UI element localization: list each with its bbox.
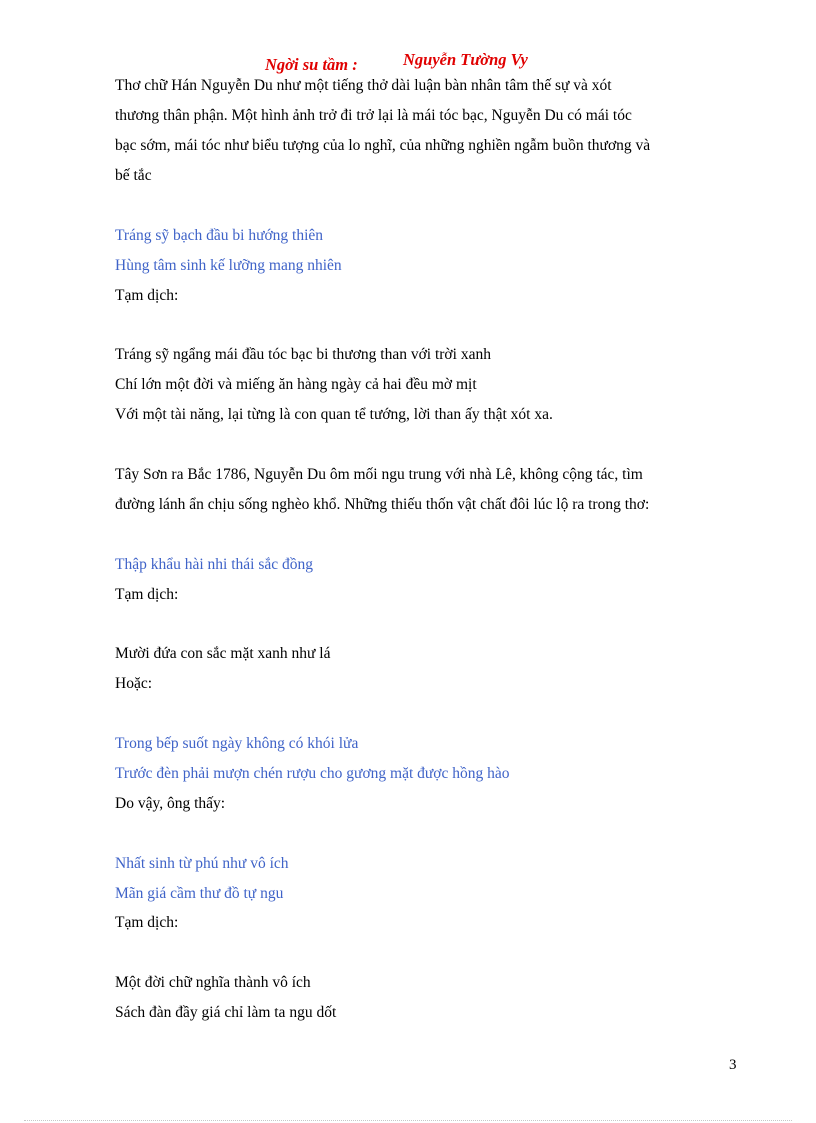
translation-label: Tạm dịch:: [115, 914, 179, 931]
poem-line: Hùng tâm sinh kế lưỡng mang nhiên: [115, 257, 342, 274]
body-text-line: Với một tài năng, lại từng là con quan tể tướng, lời than ấy thật xót xa.: [115, 406, 553, 423]
body-text-line: Do vậy, ông thấy:: [115, 795, 226, 812]
translation-line: Một đời chữ nghĩa thành vô ích: [115, 974, 311, 991]
poem-line: Mãn giá cầm thư đồ tự ngu: [115, 885, 284, 902]
page-bottom-divider: [24, 1120, 792, 1121]
body-text-line: Tây Sơn ra Bắc 1786, Nguyễn Du ôm mối ngu trung với nhà Lê, không cộng tác, tìm: [115, 466, 643, 483]
header-author-name: Nguyễn Tường Vy: [403, 50, 528, 69]
translation-line: Chí lớn một đời và miếng ăn hàng ngày cả hai đều mờ mịt: [115, 376, 477, 393]
body-text-line: bế tắc: [115, 167, 152, 184]
page-number: 3: [729, 1057, 737, 1073]
body-text-line: thương thân phận. Một hình ảnh trở đi trở lại là mái tóc bạc, Nguyễn Du có mái tóc: [115, 107, 632, 124]
translation-label: Tạm dịch:: [115, 287, 179, 304]
poem-line: Trước đèn phải mượn chén rượu cho gương mặt được hồng hào: [115, 765, 510, 782]
page-header: [265, 50, 665, 74]
body-text-line: đường lánh ẩn chịu sống nghèo khổ. Những thiếu thốn vật chất đôi lúc lộ ra trong thơ:: [115, 496, 650, 513]
poem-line: Thập khẩu hài nhi thái sắc đồng: [115, 556, 314, 573]
header-collector-label: Ngời su tầm :: [265, 55, 358, 74]
body-text-line: Thơ chữ Hán Nguyễn Du như một tiếng thở dài luận bàn nhân tâm thế sự và xót: [115, 77, 612, 94]
poem-line: Trong bếp suốt ngày không có khói lửa: [115, 735, 359, 752]
body-text-line: Hoặc:: [115, 675, 153, 692]
poem-line: Nhất sinh từ phú như vô ích: [115, 855, 289, 872]
body-text-line: bạc sớm, mái tóc như biểu tượng của lo nghĩ, của những nghiền ngẫm buồn thương và: [115, 137, 651, 154]
translation-line: Tráng sỹ ngẩng mái đầu tóc bạc bi thương than với trời xanh: [115, 346, 491, 363]
poem-line: Tráng sỹ bạch đầu bi hướng thiên: [115, 227, 324, 244]
translation-label: Tạm dịch:: [115, 586, 179, 603]
translation-line: Mười đứa con sắc mặt xanh như lá: [115, 645, 331, 662]
translation-line: Sách đàn đầy giá chỉ làm ta ngu dốt: [115, 1004, 337, 1021]
